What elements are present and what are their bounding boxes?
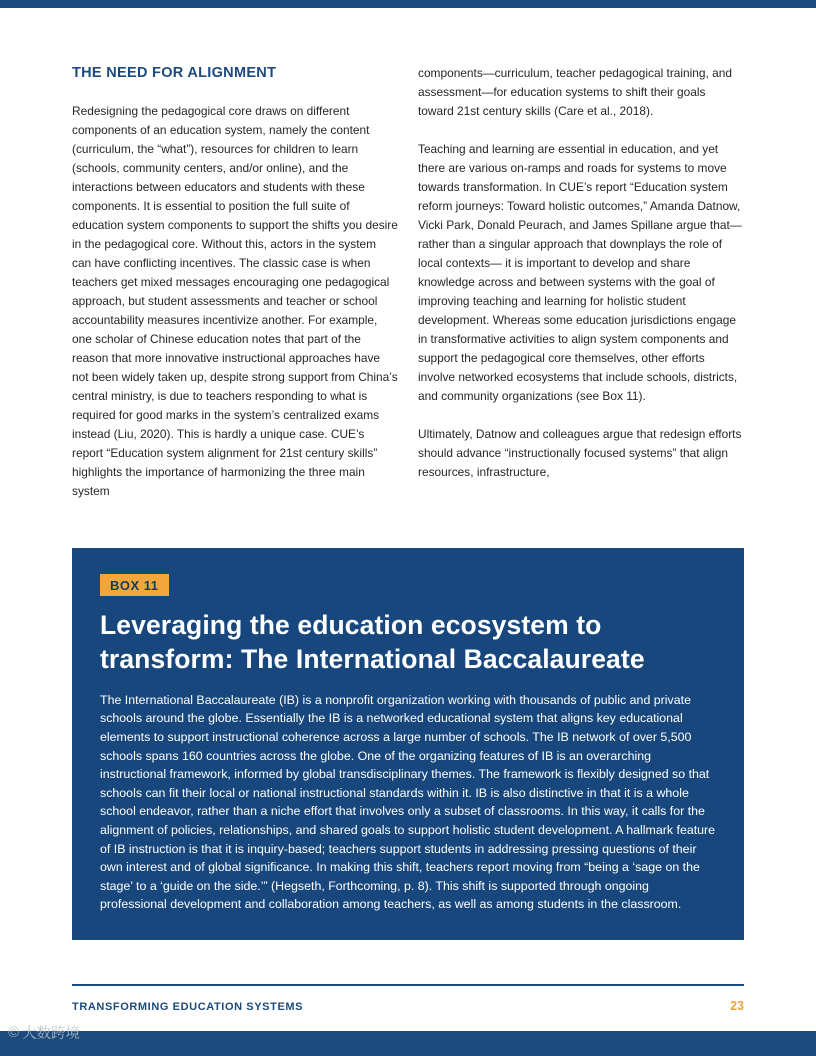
two-column-layout [72, 64, 744, 501]
top-accent-bar [0, 0, 816, 8]
page-footer [72, 999, 744, 1013]
body-paragraph: Redesigning the pedagogical core draws on different components of an education system, namely the content (curriculum, the “what”), resources for children to learn (schools, community centers, and/or online), and the interactions between educators and students with these components. It is essential to position the full suite of education system components to support the shifts you desire in the pedagogical core. Without this, actors in the system can have conflicting incentives. The classic case is when teachers get mixed messages encouraging one pedagogical approach, but student assessments and teacher or school accountability measures incentivize another. For example, one scholar of Chinese education notes that part of the reason that more innovative instructional approaches have not been widely taken up, despite strong support from China’s central ministry, is due to teachers responding to what is required for good marks in the system’s centralized exams instead (Liu, 2020). This is hardly a unique case. CUE’s report “Education system alignment for 21st century skills” highlights the importance of harmonizing the three main system [72, 104, 398, 498]
bottom-accent-bar [0, 1031, 816, 1056]
body-paragraph: components—curriculum, teacher pedagogical training, and assessment—for education systems to shift their goals toward 21st century skills (Care et al., 2018). [418, 66, 732, 118]
watermark [8, 1022, 80, 1043]
box-title: Leveraging the education ecosystem to transform: The International Baccalaureate [100, 610, 645, 674]
box-11-callout [72, 548, 744, 940]
box-body-text: The International Baccalaureate (IB) is a nonprofit organization working with thousands of public and private schools around the globe. Essentially the IB is a networked educational system that aligns key educational elements to support instructional coherence across a large number of schools. The IB network of over 5,500 schools spans 160 countries across the globe. One of the organizing features of IB is an overarching instructional framework, informed by global transdisciplinary themes. The framework is flexibly designed so that schools can fit their local or national instructional standards within it. IB is also distinctive in that it is a whole school endeavor, rather than a niche effort that involves only a subset of classrooms. In this way, it calls for the alignment of policies, relationships, and shared goals to support holistic student development. A hallmark feature of IB instruction is that it is inquiry-based; teachers support students in addressing pressing questions of their own interest and of global significance. In making this shift, teachers report moving from “being a ‘sage on the stage’ to a ‘guide on the side.’” (Hegseth, Forthcoming, p. 8). This shift is supported through ongoing professional development and collaboration among teachers, as well as among students in the classroom. [100, 692, 716, 912]
section-heading: THE NEED FOR ALIGNMENT [72, 65, 277, 81]
box-number-badge: BOX 11 [100, 574, 169, 596]
watermark-text: 大数跨境 [22, 1026, 81, 1042]
body-paragraph: Ultimately, Datnow and colleagues argue that redesign efforts should advance “instructionally focused systems” that align resources, infrastructure, [418, 427, 742, 479]
page-content [72, 64, 744, 501]
watermark-logo-icon: © [8, 1024, 20, 1041]
footer-report-title: TRANSFORMING EDUCATION SYSTEMS [72, 1001, 304, 1013]
page-number: 23 [730, 999, 744, 1013]
left-column [72, 64, 398, 501]
footer-divider [72, 984, 744, 986]
body-paragraph: Teaching and learning are essential in education, and yet there are various on-ramps and roads for systems to move towards transformation. In CUE’s report “Education system reform journeys: Toward holistic outcomes,” Amanda Datnow, Vicki Park, Donald Peurach, and James Spillane argue that—rather than a singular approach that downplays the role of local contexts— it is important to develop and share knowledge across and between systems with the goal of improving teaching and learning for holistic student development. Whereas some education jurisdictions engage in transformative activities to align system components and support the pedagogical core themselves, other efforts involve networked ecosystems that include schools, districts, and community organizations (see Box 11). [418, 142, 742, 403]
right-column [418, 64, 744, 501]
